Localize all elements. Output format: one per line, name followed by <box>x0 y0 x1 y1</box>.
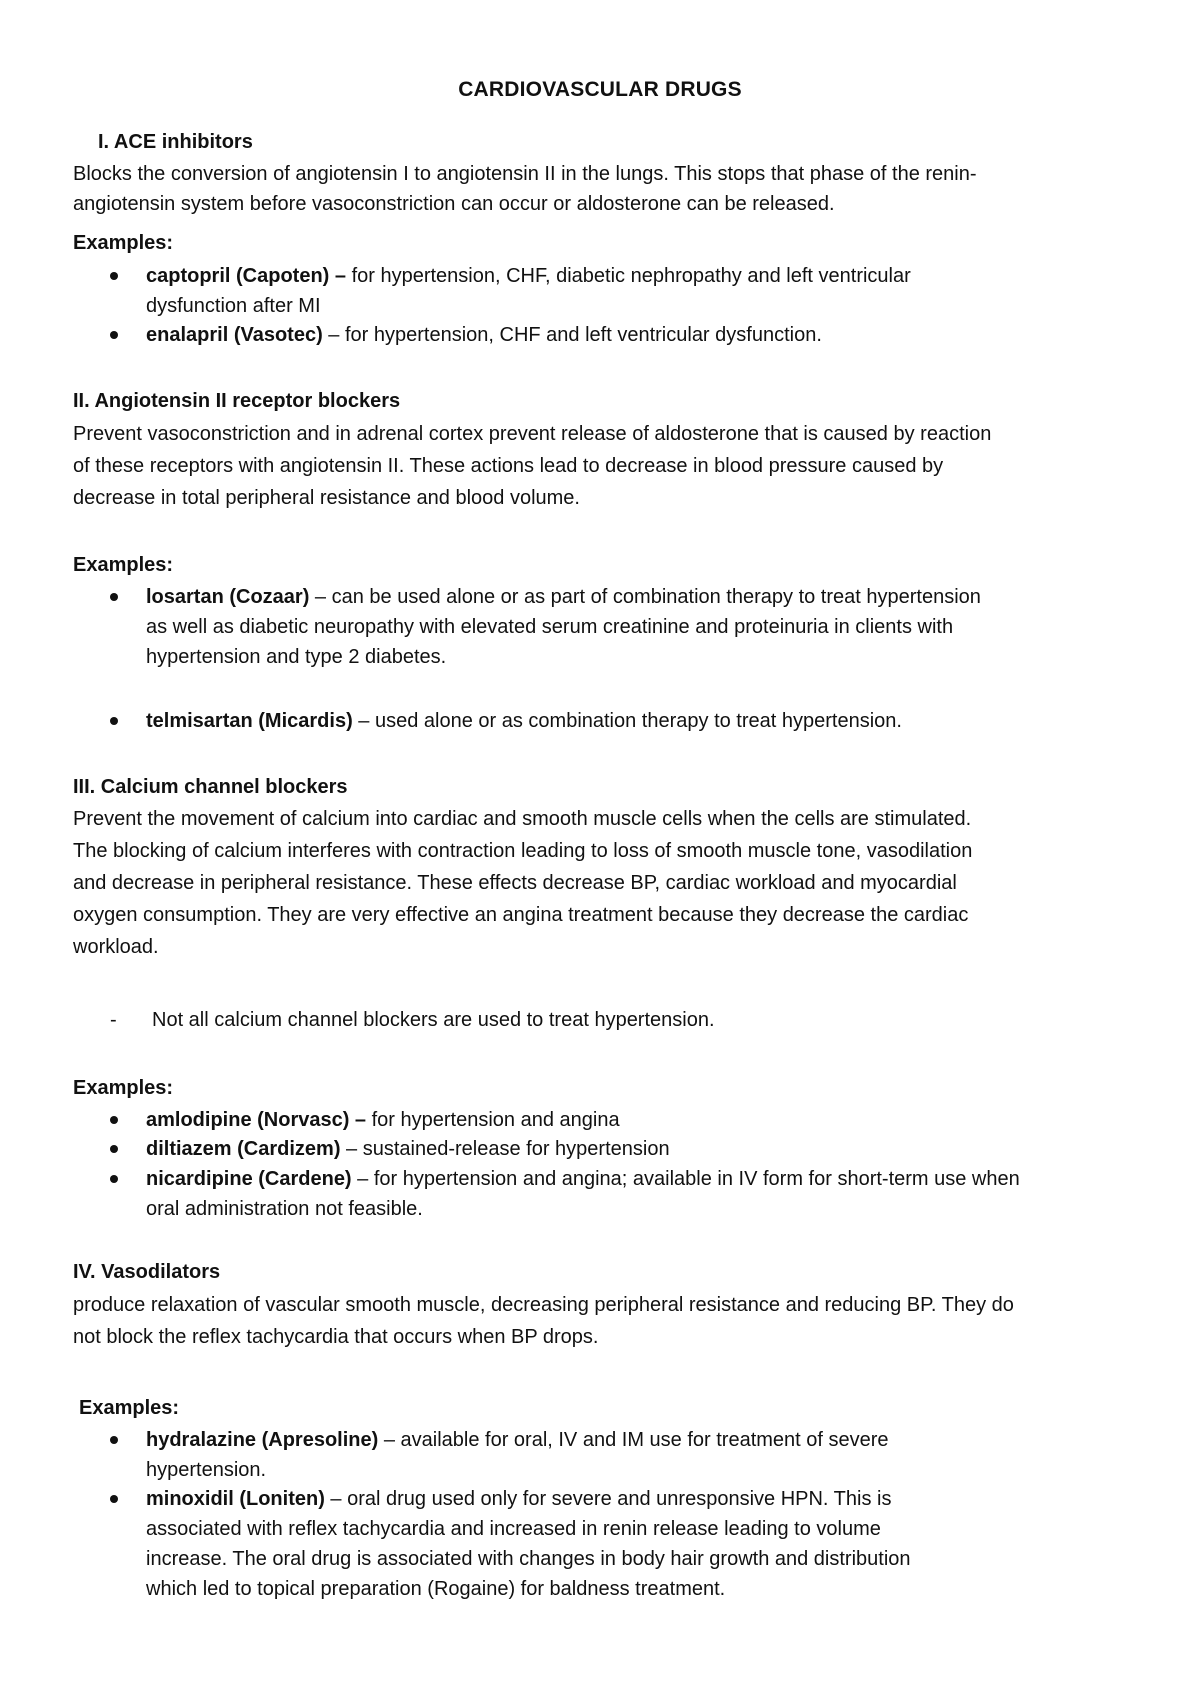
section-body-line: workload. <box>73 936 159 958</box>
list-item <box>146 323 822 347</box>
list-item-continuation: as well as diabetic neuropathy with elevated serum creatinine and proteinuria in clients with <box>146 616 954 638</box>
bullet-icon <box>110 1436 118 1444</box>
section-body-line: not block the reflex tachycardia that occurs when BP drops. <box>73 1326 599 1348</box>
drug-description: – available for oral, IV and IM use for treatment of severe <box>378 1429 889 1451</box>
drug-description: – oral drug used only for severe and unresponsive HPN. This is <box>324 1488 892 1510</box>
drug-description: – for hypertension and angina; available in IV form for short-term use when <box>351 1168 1020 1190</box>
drug-name: amlodipine (Norvasc) – <box>146 1109 367 1131</box>
examples-label: Examples: <box>73 554 174 576</box>
section-heading: IV. Vasodilators <box>73 1261 221 1283</box>
list-item-continuation: associated with reflex tachycardia and increased in renin release leading to volume <box>146 1518 881 1540</box>
drug-name: minoxidil (Loniten) <box>146 1488 325 1510</box>
drug-description: – used alone or as combination therapy to treat hypertension. <box>352 710 902 732</box>
list-item <box>146 585 981 609</box>
bullet-icon <box>110 717 118 725</box>
drug-description: for hypertension and angina <box>366 1109 620 1131</box>
list-item-continuation: which led to topical preparation (Rogaine) for baldness treatment. <box>146 1578 726 1600</box>
examples-label: Examples: <box>73 232 174 254</box>
drug-description: – sustained-release for hypertension <box>340 1138 670 1160</box>
drug-description: – can be used alone or as part of combination therapy to treat hypertension <box>309 586 981 608</box>
examples-label: Examples: <box>79 1397 180 1419</box>
drug-name: captopril (Capoten) – <box>146 265 347 287</box>
section-body-line: decrease in total peripheral resistance and blood volume. <box>73 487 580 509</box>
section-body-line: oxygen consumption. They are very effective an angina treatment because they decrease the cardiac <box>73 904 969 926</box>
section-body-line: The blocking of calcium interferes with contraction leading to loss of smooth muscle tone, vasodilation <box>73 840 973 862</box>
document-title: CARDIOVASCULAR DRUGS <box>458 78 742 101</box>
examples-label: Examples: <box>73 1077 174 1099</box>
section-heading: III. Calcium channel blockers <box>73 776 348 798</box>
list-item <box>146 1137 670 1161</box>
drug-name: telmisartan (Micardis) <box>146 710 353 732</box>
bullet-icon <box>110 1175 118 1183</box>
drug-name: enalapril (Vasotec) <box>146 324 323 346</box>
list-item-continuation: increase. The oral drug is associated with changes in body hair growth and distribution <box>146 1548 911 1570</box>
bullet-icon <box>110 1116 118 1124</box>
list-item <box>146 1428 889 1452</box>
drug-name: hydralazine (Apresoline) <box>146 1429 379 1451</box>
list-item <box>146 1108 620 1132</box>
section-body-line: Prevent vasoconstriction and in adrenal cortex prevent release of aldosterone that is caused by reaction <box>73 423 992 445</box>
section-body-line: Blocks the conversion of angiotensin I to angiotensin II in the lungs. This stops that phase of the renin- <box>73 163 977 185</box>
bullet-icon <box>110 331 118 339</box>
list-item-continuation: dysfunction after MI <box>146 295 321 317</box>
list-item <box>146 1487 891 1511</box>
section-body-line: produce relaxation of vascular smooth muscle, decreasing peripheral resistance and reducing BP. They do <box>73 1294 1014 1316</box>
bullet-icon <box>110 272 118 280</box>
list-item <box>146 1167 1020 1191</box>
drug-description: for hypertension, CHF, diabetic nephropathy and left ventricular <box>346 265 911 287</box>
section-body-line: of these receptors with angiotensin II. These actions lead to decrease in blood pressure caused by <box>73 455 944 477</box>
drug-name: losartan (Cozaar) <box>146 586 310 608</box>
bullet-icon <box>110 593 118 601</box>
section-body-line: angiotensin system before vasoconstriction can occur or aldosterone can be released. <box>73 193 835 215</box>
section-heading: II. Angiotensin II receptor blockers <box>73 390 401 412</box>
section-body-line: and decrease in peripheral resistance. These effects decrease BP, cardiac workload and myocardial <box>73 872 957 894</box>
list-item <box>146 709 902 733</box>
note-text: Not all calcium channel blockers are used to treat hypertension. <box>152 1009 715 1031</box>
list-item-continuation: hypertension and type 2 diabetes. <box>146 646 447 668</box>
section-body-line: Prevent the movement of calcium into cardiac and smooth muscle cells when the cells are stimulated. <box>73 808 972 830</box>
dash-marker: - <box>110 1009 117 1031</box>
list-item-continuation: oral administration not feasible. <box>146 1198 423 1220</box>
list-item <box>146 264 911 288</box>
drug-description: – for hypertension, CHF and left ventricular dysfunction. <box>322 324 822 346</box>
section-heading: I. ACE inhibitors <box>98 131 253 153</box>
bullet-icon <box>110 1145 118 1153</box>
list-item-continuation: hypertension. <box>146 1459 267 1481</box>
drug-name: nicardipine (Cardene) <box>146 1168 352 1190</box>
drug-name: diltiazem (Cardizem) <box>146 1138 341 1160</box>
bullet-icon <box>110 1495 118 1503</box>
